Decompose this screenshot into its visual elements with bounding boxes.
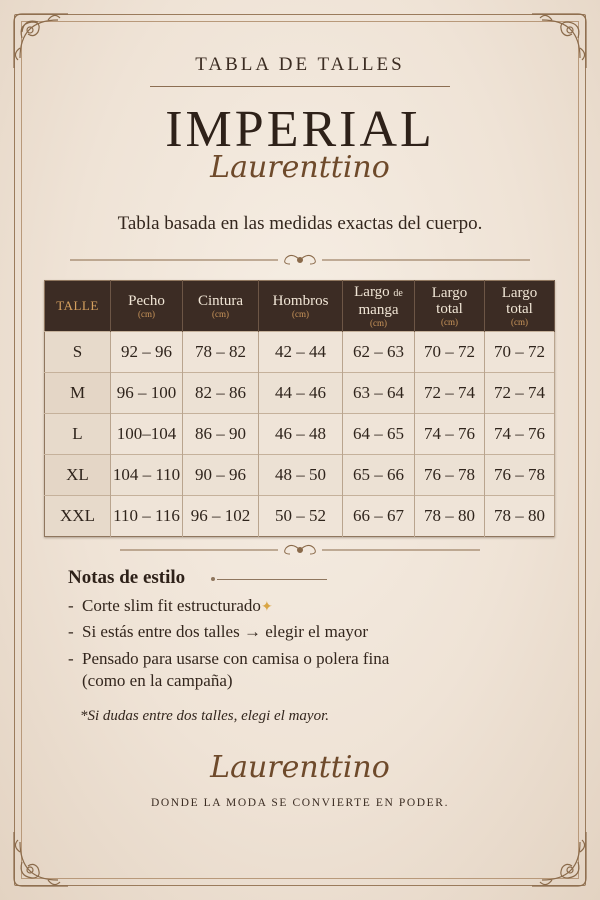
column-header: Pecho (cm) <box>111 281 183 332</box>
size-label: XL <box>45 455 111 496</box>
table-cell: 48 – 50 <box>259 455 343 496</box>
table-cell: 70 – 72 <box>485 332 555 373</box>
table-cell: 78 – 80 <box>415 496 485 537</box>
notes-heading-rule <box>217 579 327 580</box>
table-cell: 66 – 67 <box>343 496 415 537</box>
table-row <box>45 455 555 496</box>
brand-script-logo: Laurenttino <box>210 150 390 185</box>
column-header: Largo total (cm) <box>485 281 555 332</box>
table-cell: 110 – 116 <box>111 496 183 537</box>
table-cell: 104 – 110 <box>111 455 183 496</box>
page-kicker: TABLA DE TALLES <box>195 54 405 75</box>
table-cell: 82 – 86 <box>183 373 259 414</box>
table-row <box>45 414 555 455</box>
column-header: Hombros (cm) <box>259 281 343 332</box>
table-cell: 92 – 96 <box>111 332 183 373</box>
table-cell: 78 – 82 <box>183 332 259 373</box>
size-label: XXL <box>45 496 111 537</box>
footer-tagline: DONDE LA MODA SE CONVIERTE EN PODER. <box>150 797 450 809</box>
table-cell: 96 – 102 <box>183 496 259 537</box>
table-row <box>45 373 555 414</box>
table-cell: 62 – 63 <box>343 332 415 373</box>
column-header: TALLE <box>45 281 111 332</box>
table-header-row <box>45 281 555 332</box>
table-cell: 42 – 44 <box>259 332 343 373</box>
table-cell: 44 – 46 <box>259 373 343 414</box>
table-row <box>45 332 555 373</box>
table-cell: 86 – 90 <box>183 414 259 455</box>
table-cell: 70 – 72 <box>415 332 485 373</box>
footer-brand-script-logo: Laurenttino <box>210 750 390 785</box>
column-header: Largo de manga (cm) <box>343 281 415 332</box>
page-title: IMPERIAL <box>165 101 435 158</box>
sparkle-icon: ✦ <box>260 600 273 615</box>
size-label: M <box>45 373 111 414</box>
notes-heading: Notas de estilo <box>68 567 186 588</box>
ornamental-divider-icon <box>60 540 540 560</box>
table-cell: 96 – 100 <box>111 373 183 414</box>
notes-heading-dot <box>211 577 215 581</box>
table-cell: 76 – 78 <box>485 455 555 496</box>
table-cell: 90 – 96 <box>183 455 259 496</box>
table-cell: 46 – 48 <box>259 414 343 455</box>
table-cell: 64 – 65 <box>343 414 415 455</box>
table-cell: 74 – 76 <box>485 414 555 455</box>
ornamental-divider-icon <box>60 250 540 270</box>
list-item: - Pensado para usarse con camisa o polera fina <box>68 649 390 668</box>
list-item: - Si estás entre dos talles → elegir el mayor <box>68 622 369 641</box>
list-item: - Corte slim fit estructurado✦ <box>68 596 273 615</box>
table-cell: 63 – 64 <box>343 373 415 414</box>
corner-ornament-icon <box>526 826 592 892</box>
kicker-divider <box>150 86 450 87</box>
table-cell: 76 – 78 <box>415 455 485 496</box>
size-label: L <box>45 414 111 455</box>
table-cell: 50 – 52 <box>259 496 343 537</box>
table-cell: 74 – 76 <box>415 414 485 455</box>
footnote: *Si dudas entre dos talles, elegi el mayor. <box>80 708 329 724</box>
table-row <box>45 496 555 537</box>
size-label: S <box>45 332 111 373</box>
corner-ornament-icon <box>8 826 74 892</box>
table-cell: 72 – 74 <box>415 373 485 414</box>
column-header: Cintura (cm) <box>183 281 259 332</box>
size-table <box>44 280 555 537</box>
table-cell: 72 – 74 <box>485 373 555 414</box>
table-cell: 65 – 66 <box>343 455 415 496</box>
page-subtitle: Tabla basada en las medidas exactas del cuerpo. <box>117 213 483 234</box>
column-header: Largo total (cm) <box>415 281 485 332</box>
table-cell: 78 – 80 <box>485 496 555 537</box>
table-cell: 100–104 <box>111 414 183 455</box>
list-item-continued: (como en la campaña) <box>82 671 233 690</box>
